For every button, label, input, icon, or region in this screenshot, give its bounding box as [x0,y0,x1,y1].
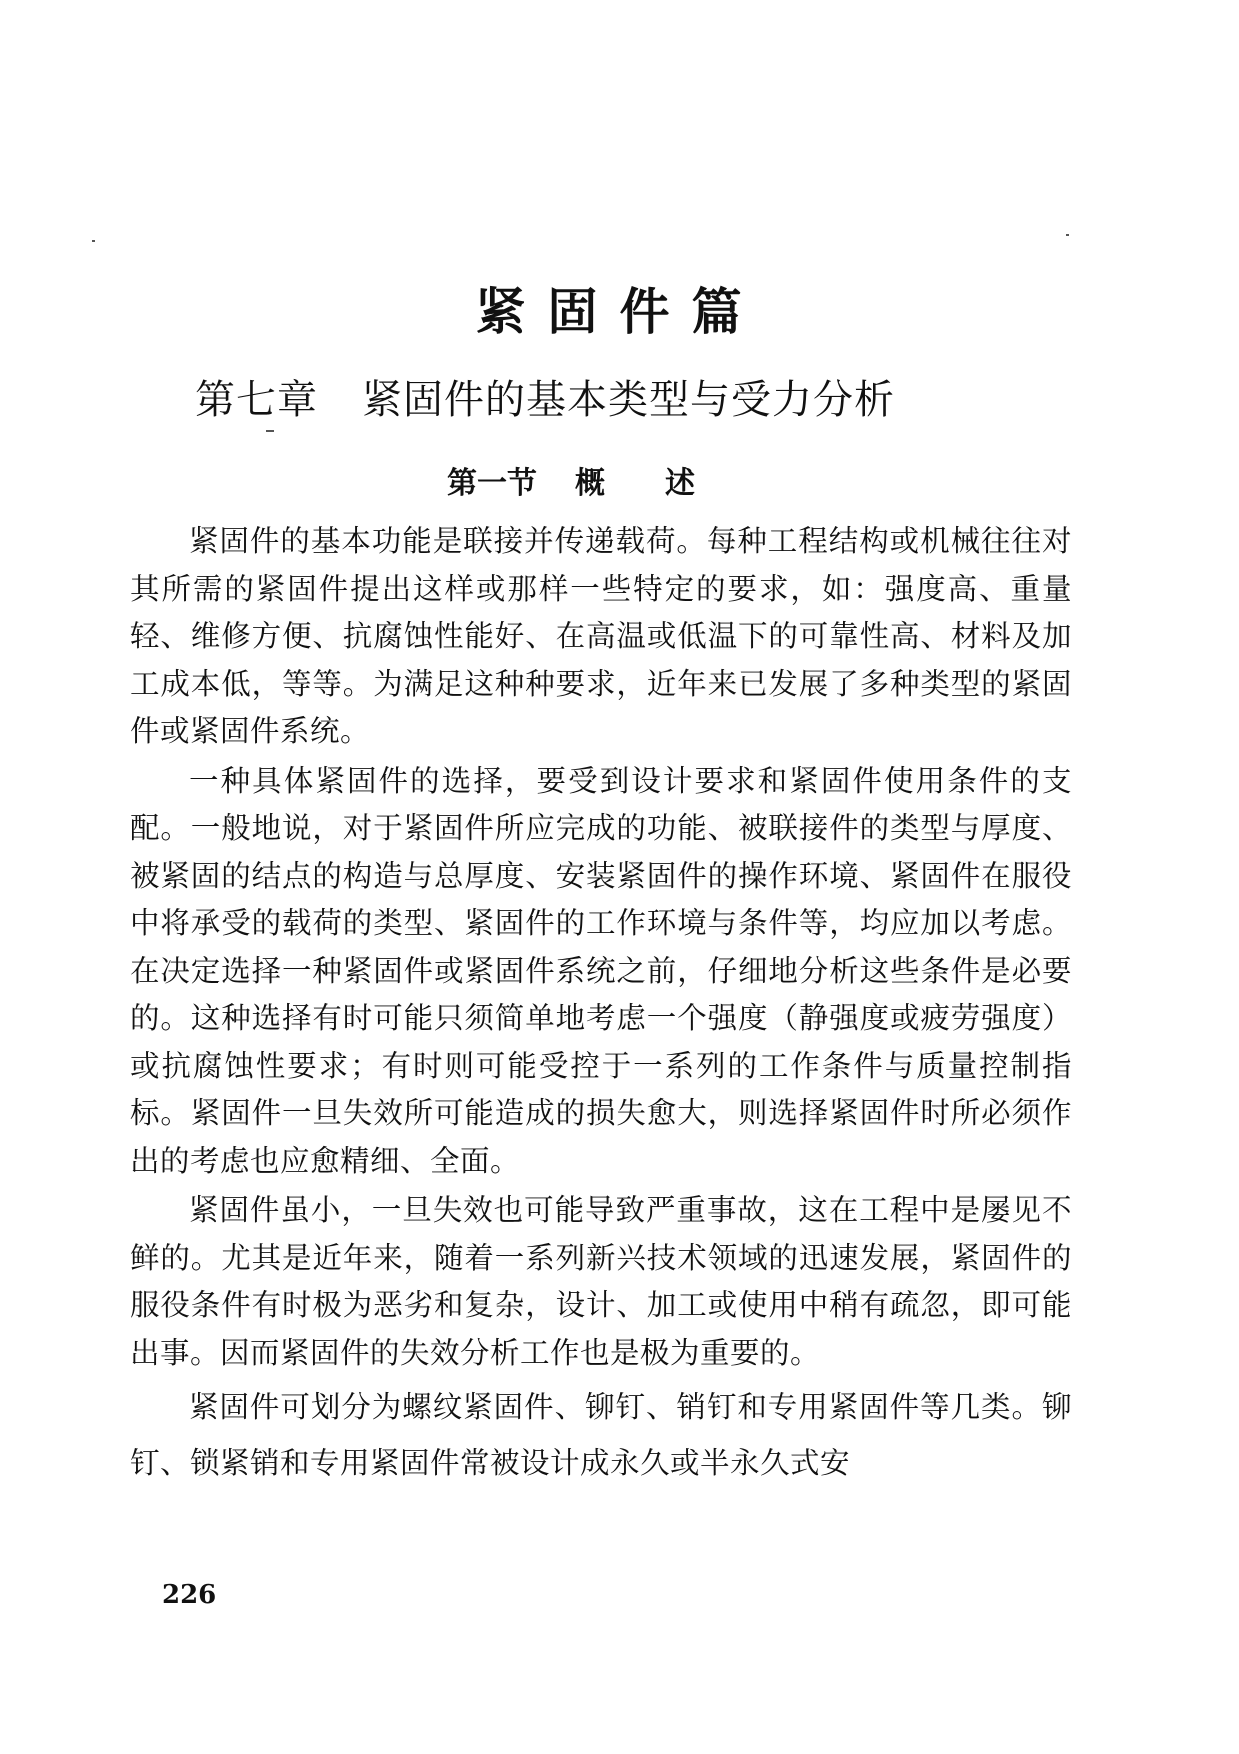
part-title: 紧固件篇 [475,282,764,341]
section-heading [447,464,755,504]
page-number: 226 [162,1580,217,1610]
paragraph: 紧固件虽小，一旦失效也可能导致严重事故，这在工程中是屡见不鲜的。尤其是近年来，随着一系列新兴技术领域的迅速发展，紧固件的服役条件有时极为恶劣和复杂，设计、加工或使用中稍有疏忽，即可能出事。因而紧固件的失效分析工作也是极为重要的。 [130,1193,1072,1370]
scan-speck [266,430,274,432]
paragraph: 紧固件的基本功能是联接并传递载荷。每种工程结构或机械往往对其所需的紧固件提出这样或那样一些特定的要求，如：强度高、重量轻、维修方便、抗腐蚀性能好、在高温或低温下的可靠性高、材料及加工成本低，等等。为满足这种种要求，近年来已发展了多种类型的紧固件或紧固件系统。 [130,524,1072,748]
scan-speck [92,240,95,242]
section-number: 第一节 [447,466,537,501]
chapter-number: 第七章 [195,377,318,423]
section-title: 概述 [575,466,755,501]
chapter-title: 紧固件的基本类型与受力分析 [362,377,895,423]
scan-speck [1066,234,1069,236]
paragraph: 一种具体紧固件的选择，要受到设计要求和紧固件使用条件的支配。一般地说，对于紧固件所应完成的功能、被联接件的类型与厚度、被紧固的结点的构造与总厚度、安装紧固件的操作环境、紧固件在服役中将承受的载荷的类型、紧固件的工作环境与条件等，均应加以考虑。在决定选择一种紧固件或紧固件系统之前，仔细地分析这些条件是必要的。这种选择有时可能只须简单地考虑一个强度（静强度或疲劳强度）或抗腐蚀性要求；有时则可能受控于一系列的工作条件与质量控制指标。紧固件一旦失效所可能造成的损失愈大，则选择紧固件时所必须作出的考虑也应愈精细、全面。 [130,763,1072,1178]
chapter-heading [195,375,895,425]
body-text [130,518,1072,1493]
paragraph: 紧固件可划分为螺纹紧固件、铆钉、销钉和专用紧固件等几类。铆钉、锁紧销和专用紧固件常被设计成永久或半永久式安 [130,1390,1072,1480]
